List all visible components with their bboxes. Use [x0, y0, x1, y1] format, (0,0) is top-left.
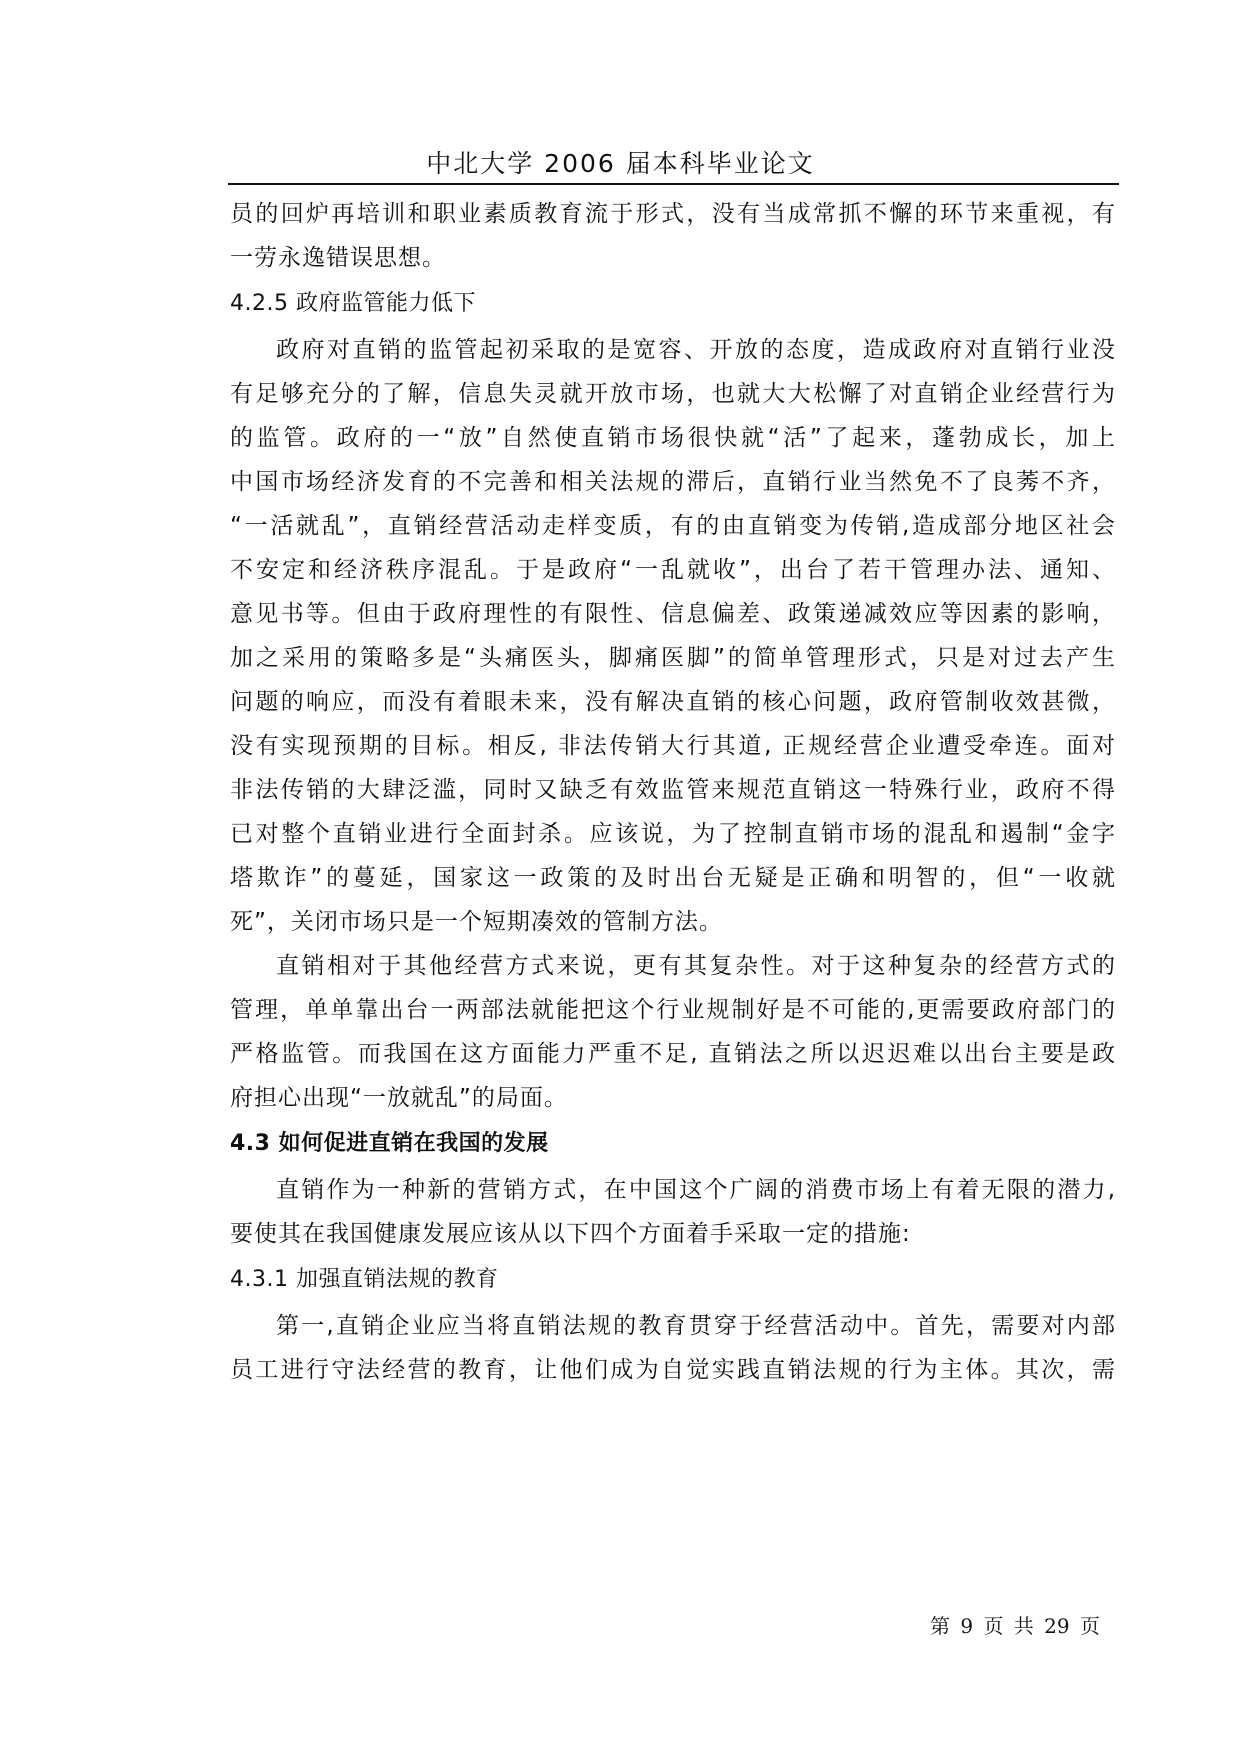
text-line: 第一,直销企业应当将直销法规的教育贯穿于经营活动中。首先，需要对内部 — [276, 1313, 1116, 1339]
text-line: 直销作为一种新的营销方式，在中国这个广阔的消费市场上有着无限的潜力, — [276, 1177, 1116, 1203]
text-line: 已对整个直销业进行全面封杀。应该说，为了控制直销市场的混乱和遏制“金字 — [230, 821, 1116, 847]
text-line: 一劳永逸错误思想。 — [230, 245, 446, 271]
page-header-title: 中北大学 2006 届本科毕业论文 — [426, 149, 815, 178]
paragraph — [230, 944, 1116, 1120]
text-line: 直销相对于其他经营方式来说，更有其复杂性。对于这种复杂的经营方式的 — [276, 953, 1116, 979]
text-line: 非法传销的大肆泛滥，同时又缺乏有效监管来规范直销这一特殊行业，政府不得 — [230, 777, 1116, 803]
section-heading: 4.3 如何促进直销在我国的发展 — [230, 1131, 549, 1156]
text-line: 要使其在我国健康发展应该从以下四个方面着手采取一定的措施: — [230, 1221, 911, 1247]
text-line: 的监管。政府的一“放”自然使直销市场很快就“活”了起来，蓬勃成长，加上 — [230, 425, 1116, 451]
header-divider — [228, 183, 1119, 185]
section-heading: 4.3.1 加强直销法规的教育 — [230, 1267, 499, 1292]
text-line: 府担心出现“一放就乱”的局面。 — [230, 1085, 568, 1111]
text-line: 不安定和经济秩序混乱。于是政府“一乱就收”，出台了若干管理办法、通知、 — [230, 557, 1116, 583]
text-line: 严格监管。而我国在这方面能力严重不足, 直销法之所以迟迟难以出台主要是政 — [230, 1041, 1116, 1067]
paragraph — [230, 1304, 1116, 1392]
text-line: 管理，单单靠出台一两部法就能把这个行业规制好是不可能的,更需要政府部门的 — [230, 997, 1116, 1023]
text-line: 问题的响应，而没有着眼未来，没有解决直销的核心问题，政府管制收效甚微， — [230, 689, 1116, 715]
paragraph — [230, 328, 1116, 944]
paragraph — [230, 1168, 1116, 1256]
text-line: “一活就乱”，直销经营活动走样变质，有的由直销变为传销,造成部分地区社会 — [230, 513, 1116, 539]
text-line: 意见书等。但由于政府理性的有限性、信息偏差、政策递减效应等因素的影响， — [230, 601, 1116, 627]
text-line: 有足够充分的了解，信息失灵就开放市场，也就大大松懈了对直销企业经营行为 — [230, 381, 1116, 407]
page-number: 第 9 页 共 29 页 — [930, 1614, 1100, 1638]
text-line: 员工进行守法经营的教育，让他们成为自觉实践直销法规的行为主体。其次，需 — [230, 1357, 1116, 1383]
text-line: 加之采用的策略多是“头痛医头，脚痛医脚”的简单管理形式，只是对过去产生 — [230, 645, 1116, 671]
text-line: 员的回炉再培训和职业素质教育流于形式，没有当成常抓不懈的环节来重视，有 — [230, 201, 1116, 227]
text-line: 没有实现预期的目标。相反, 非法传销大行其道, 正规经营企业遭受牵连。面对 — [230, 733, 1116, 759]
paragraph — [230, 192, 1116, 280]
text-line: 塔欺诈”的蔓延，国家这一政策的及时出台无疑是正确和明智的，但“一收就 — [230, 865, 1116, 891]
document-body — [230, 192, 1116, 1392]
section-heading: 4.2.5 政府监管能力低下 — [230, 291, 476, 316]
text-line: 中国市场经济发育的不完善和相关法规的滞后，直销行业当然免不了良莠不齐， — [230, 469, 1116, 495]
text-line: 政府对直销的监管起初采取的是宽容、开放的态度，造成政府对直销行业没 — [276, 337, 1116, 363]
text-line: 死”，关闭市场只是一个短期凑效的管制方法。 — [230, 909, 723, 935]
